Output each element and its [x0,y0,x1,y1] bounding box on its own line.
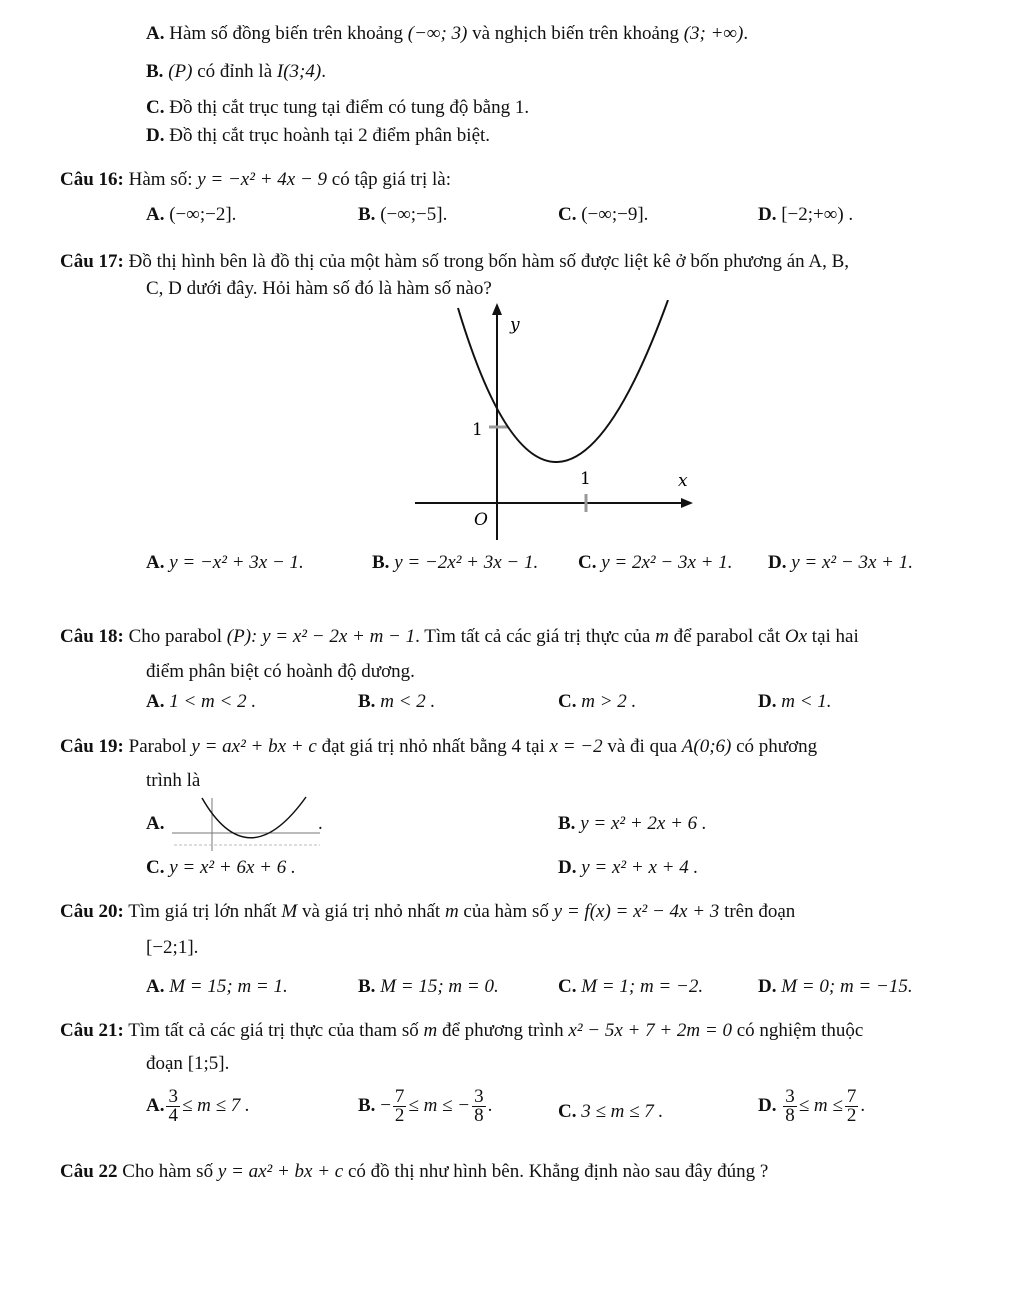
x-tick-label-1: 1 [580,469,591,489]
q21-option-c: C. 3 ≤ m ≤ 7 . [558,1101,664,1122]
x-axis-label: x [678,471,688,491]
q20-option-b: B. M = 15; m = 0. [358,976,499,997]
q15-option-d: D. Đồ thị cắt trục hoành tại 2 điểm phân biệt. [146,125,491,146]
q21-option-b: B. − $\frac{7}{2}$ ≤ m ≤ − $\frac{3}{8}$ . [358,1086,493,1126]
q21-option-a: A. $\frac{3}{4}$ ≤ m ≤ 7 . [146,1086,250,1126]
q18-stem: Câu 18: Cho parabol (P): y = x² − 2x + m − 1. Tìm tất cả các giá trị thực của m để parabol cắt Ox tại hai [60,626,859,647]
q20-option-c: C. M = 1; m = −2. [558,976,704,997]
q16-option-b: B. (−∞;−5]. [358,204,448,225]
q15-option-b: B. (P) có đỉnh là I(3;4). [146,61,326,82]
q17-option-c: C. y = 2x² − 3x + 1. [578,552,733,573]
q20-stem-line2: [−2;1]. [146,937,199,958]
q17-stem-line2: C, D dưới đây. Hỏi hàm số đó là hàm số nào? [146,278,492,299]
y-axis-arrow-icon [492,303,502,315]
q21-option-d: D. $\frac{3}{8}$ ≤ m ≤ $\frac{7}{2}$ . [758,1086,866,1126]
x-axis-arrow-icon [681,498,693,508]
q16-option-a: A. (−∞;−2]. [146,204,237,225]
q16-option-c: C. (−∞;−9]. [558,204,649,225]
q21-stem-line2: đoạn [1;5]. [146,1053,230,1074]
origin-label: O [474,510,488,530]
q19-option-a-end: . [318,813,323,834]
q17-graph [400,300,700,545]
q19-option-d: D. y = x² + x + 4 . [558,857,699,878]
q20-option-a: A. M = 15; m = 1. [146,976,288,997]
q21-stem: Câu 21: Tìm tất cả các giá trị thực của tham số m để phương trình x² − 5x + 7 + 2m = 0 có nghiệm thuộc [60,1020,864,1041]
q17-option-d: D. y = x² − 3x + 1. [768,552,913,573]
q20-option-d: D. M = 0; m = −15. [758,976,913,997]
q15-option-c: C. Đồ thị cắt trục tung tại điểm có tung độ bằng 1. [146,97,530,118]
y-tick-label-1: 1 [472,420,483,440]
q18-option-d: D. m < 1. [758,691,832,712]
q18-option-c: C. m > 2 . [558,691,637,712]
q18-stem-line2: điểm phân biệt có hoành độ dương. [146,661,415,682]
q19-option-c: C. y = x² + 6x + 6 . [146,857,296,878]
q19-stem-line2: trình là [146,770,201,791]
q22-stem: Câu 22 Cho hàm số y = ax² + bx + c có đồ thị như hình bên. Khẳng định nào sau đây đúng ? [60,1161,769,1182]
q19-option-b: B. y = x² + 2x + 6 . [558,813,707,834]
q17-option-b: B. y = −2x² + 3x − 1. [372,552,539,573]
q16-option-d: D. [−2;+∞) . [758,204,854,225]
q19-stem: Câu 19: Parabol y = ax² + bx + c đạt giá trị nhỏ nhất bằng 4 tại x = −2 và đi qua A(0;6) có phương [60,736,818,757]
q19-option-a: A. [146,813,165,834]
q20-stem: Câu 20: Tìm giá trị lớn nhất M và giá trị nhỏ nhất m của hàm số y = f(x) = x² − 4x + 3 trên đoạn [60,901,796,922]
q15-option-a: A. Hàm số đồng biến trên khoảng (−∞; 3) và nghịch biến trên khoảng (3; +∞). [146,23,749,44]
q18-option-b: B. m < 2 . [358,691,436,712]
q16-stem: Câu 16: Hàm số: y = −x² + 4x − 9 có tập giá trị là: [60,169,451,190]
q17-option-a: A. y = −x² + 3x − 1. [146,552,304,573]
parabola-curve [458,300,668,462]
y-axis-label: y [510,315,520,335]
q18-option-a: A. 1 < m < 2 . [146,691,257,712]
q17-stem: Câu 17: Đồ thị hình bên là đồ thị của một hàm số trong bốn hàm số được liệt kê ở bốn phương án A, B, [60,251,850,272]
q19-option-a-mini-graph [170,793,330,853]
